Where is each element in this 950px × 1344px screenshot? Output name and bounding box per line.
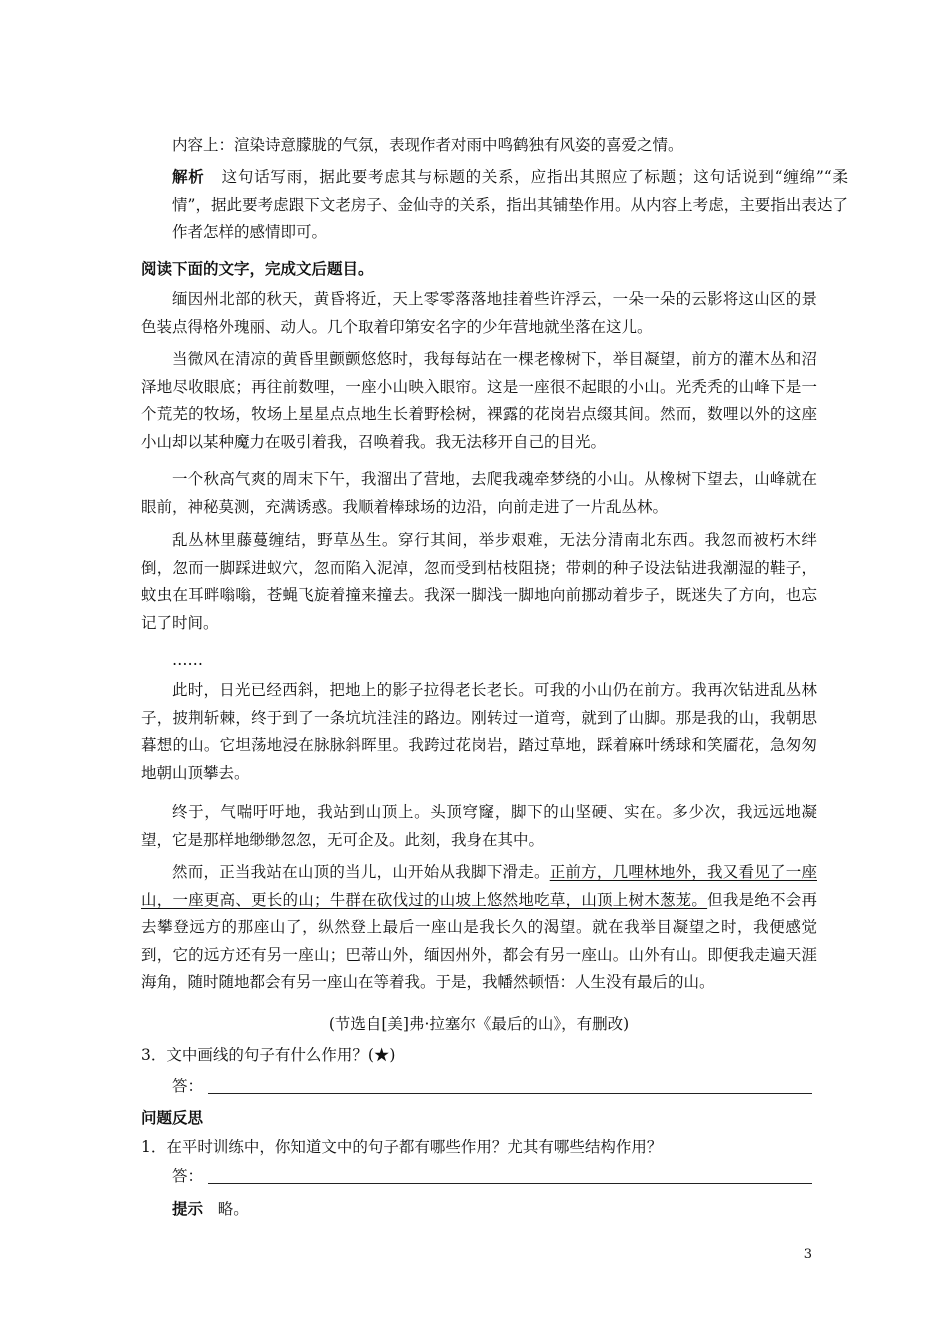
passage-ellipsis: ……	[172, 651, 203, 669]
underlined-sentence: 正前方，几哩林地外，我又看见了一座山，一座更高、更长的山；牛群在砍伐过的山坡上悠然地吃草，山顶上树木葱茏。	[141, 863, 817, 909]
hint-line	[141, 1195, 848, 1224]
hint-text: 略。	[217, 1200, 249, 1218]
reflection-question-1: 1．在平时训练中，你知道文中的句子都有哪些作用？尤其有哪些结构作用？	[141, 1138, 663, 1156]
content-answer-line: 内容上：渲染诗意朦胧的气氛，表现作者对雨中鸣鹤独有风姿的喜爱之情。	[172, 136, 684, 154]
passage-source: (节选自[美]弗·拉塞尔《最后的山》，有删改)	[328, 1015, 630, 1033]
page-number: 3	[803, 1247, 812, 1262]
passage-paragraph-6: 终于，气喘吁吁地，我站到山顶上。头顶穹窿，脚下的山坚硬、实在。多少次，我远远地凝望，它是那样地缈缈忽忽，无可企及。此刻，我身在其中。	[141, 803, 817, 849]
passage-paragraph-7: 然而，正当我站在山顶的当儿，山开始从我脚下滑走。正前方，几哩林地外，我又看见了一座山，一座更高、更长的山；牛群在砍伐过的山坡上悠然地吃草，山顶上树木葱茏。但我是绝不会再去攀登远方的那座山了，纵然登上最后一座山是我长久的渴望。就在我举目凝望之时，我便感觉到，它的远方还有另一座山；巴蒂山外，缅因州外，都会有另一座山。山外有山。即便我走遍天涯海角，随时随地都会有另一座山在等着我。于是，我幡然顿悟：人生没有最后的山。	[141, 863, 817, 991]
hint-label: 提示	[172, 1199, 204, 1218]
reading-heading: 阅读下面的文字，完成文后题目。	[141, 259, 374, 278]
reflection-answer-label: 答：	[172, 1167, 204, 1185]
analysis-paragraph	[141, 163, 848, 247]
passage-paragraph-1: 缅因州北部的秋天，黄昏将近，天上零零落落地挂着些许浮云，一朵一朵的云影将这山区的景色装点得格外瑰丽、动人。几个取着印第安名字的少年营地就坐落在这儿。	[141, 290, 817, 336]
passage-paragraph-3: 一个秋高气爽的周末下午，我溜出了营地，去爬我魂牵梦绕的小山。从橡树下望去，山峰就在眼前，神秘莫测，充满诱惑。我顺着棒球场的边沿，向前走进了一片乱丛林。	[141, 470, 817, 516]
reflection-answer-line[interactable]	[208, 1183, 812, 1184]
passage-paragraph-5: 此时，日光已经西斜，把地上的影子拉得老长老长。可我的小山仍在前方。我再次钻进乱丛林子，披荆斩棘，终于到了一条坑坑洼洼的路边。刚转过一道弯，就到了山脚。那是我的山，我朝思暮想的山。它坦荡地浸在脉脉斜晖里。我跨过花岗岩，踏过草地，踩着麻叶绣球和笑靥花，急匆匆地朝山顶攀去。	[141, 681, 817, 782]
passage-paragraph-4: 乱丛林里藤蔓缠结，野草丛生。穿行其间，举步艰难，无法分清南北东西。我忽而被朽木绊倒，忽而一脚踩进蚁穴，忽而陷入泥淖，忽而受到枯枝阻挠；带刺的种子设法钻进我潮湿的鞋子，蚊虫在耳畔嗡嗡，苍蝇飞旋着撞来撞去。我深一脚浅一脚地向前挪动着步子，既迷失了方向，也忘记了时间。	[141, 531, 817, 632]
analysis-text: 这句话写雨，据此要考虑其与标题的关系，应指出其照应了标题；这句话说到“缠绵”“柔情”，据此要考虑跟下文老房子、金仙寺的关系，指出其铺垫作用。从内容上考虑，主要指出表达了作者怎样的感情即可。	[172, 168, 848, 241]
question-3: 3．文中画线的句子有什么作用？(★)	[141, 1046, 396, 1064]
question-3-answer-line[interactable]	[208, 1093, 812, 1094]
question-3-answer-label: 答：	[172, 1077, 204, 1095]
reflection-heading: 问题反思	[141, 1108, 204, 1127]
passage-paragraph-2: 当微风在清凉的黄昏里颤颤悠悠时，我每每站在一棵老橡树下，举目凝望，前方的灌木丛和沼泽地尽收眼底；再往前数哩，一座小山映入眼帘。这是一座很不起眼的小山。光秃秃的山峰下是一个荒芜的牧场，牧场上星星点点地生长着野桧树，裸露的花岗岩点缀其间。然而，数哩以外的这座小山却以某种魔力在吸引着我，召唤着我。我无法移开自己的目光。	[141, 350, 817, 451]
analysis-label: 解析	[172, 167, 205, 186]
